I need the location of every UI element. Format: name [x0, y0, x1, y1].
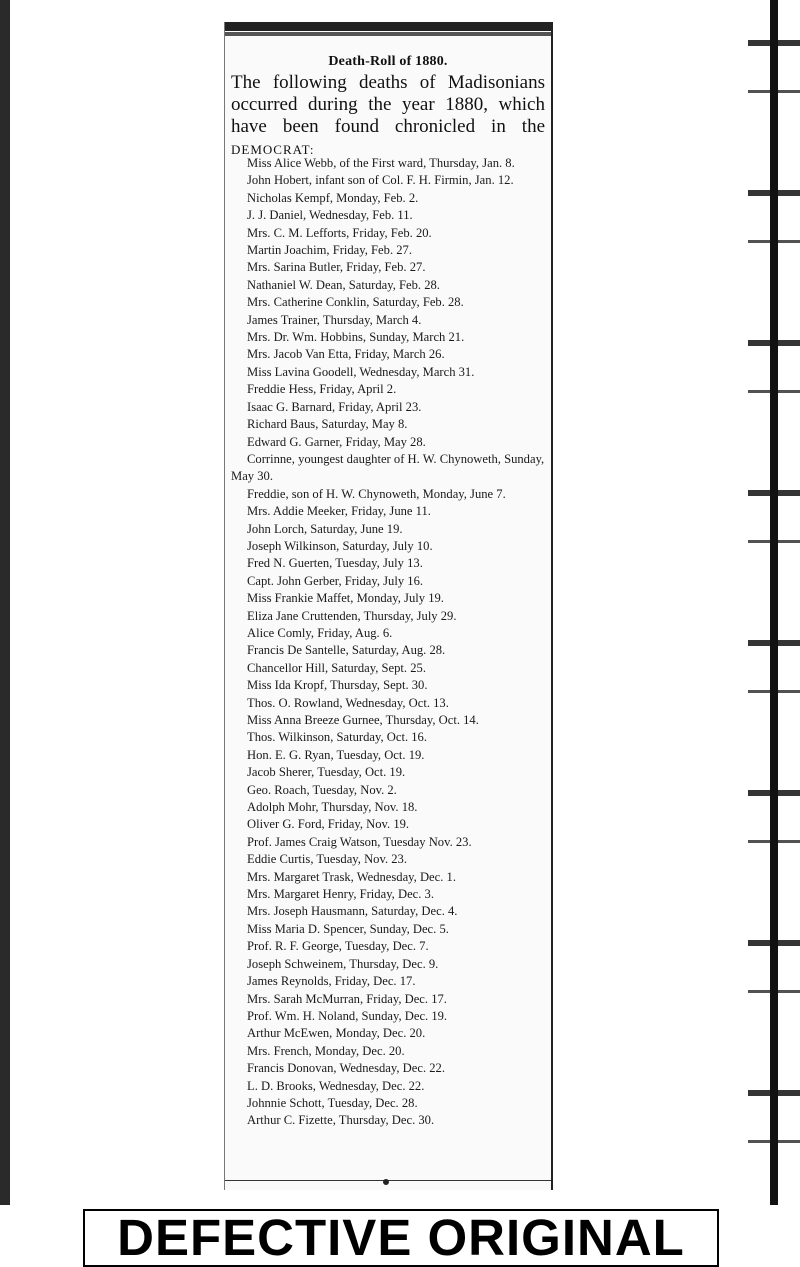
death-roll-entry: Oliver G. Ford, Friday, Nov. 19.	[247, 817, 410, 832]
death-roll-entry: Joseph Schweinem, Thursday, Dec. 9.	[247, 956, 439, 971]
death-roll-entry: Mrs. Sarah McMurran, Friday, Dec. 17.	[247, 991, 447, 1006]
death-roll-entry: Thos. O. Rowland, Wednesday, Oct. 13.	[247, 695, 449, 710]
death-roll-entry: Capt. John Gerber, Friday, July 16.	[247, 573, 424, 588]
death-roll-entry: Mrs. C. M. Lefforts, Friday, Feb. 20.	[247, 225, 432, 240]
death-roll-entry: John Hobert, infant son of Col. F. H. Firmin, Jan. 12.	[247, 173, 514, 188]
death-roll-entry: Mrs. French, Monday, Dec. 20.	[247, 1043, 405, 1058]
death-roll-entry: Francis Donovan, Wednesday, Dec. 22.	[247, 1061, 445, 1076]
death-roll-entry: Miss Alice Webb, of the First ward, Thursday, Jan. 8.	[247, 156, 515, 170]
death-roll-entry: Fred N. Guerten, Tuesday, July 13.	[247, 556, 423, 571]
death-roll-entry: Prof. James Craig Watson, Tuesday Nov. 23.	[247, 834, 472, 849]
death-roll-entry: Chancellor Hill, Saturday, Sept. 25.	[247, 660, 426, 675]
intro-text: The following deaths of Madisonians occurred during the year 1880, which have been found chronicled in the	[231, 72, 545, 137]
defective-original-banner: DEFECTIVE ORIGINAL	[83, 1209, 719, 1267]
death-roll-entry: Jacob Sherer, Tuesday, Oct. 19.	[247, 765, 406, 780]
death-roll-entry: Francis De Santelle, Saturday, Aug. 28.	[247, 643, 446, 658]
death-roll-entry: Nicholas Kempf, Monday, Feb. 2.	[247, 190, 419, 205]
death-roll-entry: Arthur C. Fizette, Thursday, Dec. 30.	[247, 1113, 435, 1128]
left-page-edge	[0, 0, 10, 1205]
death-roll-entry: Joseph Wilkinson, Saturday, July 10.	[247, 538, 433, 553]
death-roll-entry: Mrs. Dr. Wm. Hobbins, Sunday, March 21.	[247, 330, 465, 345]
headline: Death-Roll of 1880.	[328, 54, 448, 69]
death-roll-entry: Freddie, son of H. W. Chynoweth, Monday, June 7.	[247, 486, 506, 501]
death-roll-entry: Isaac G. Barnard, Friday, April 23.	[247, 399, 422, 414]
death-roll-entry: Miss Maria D. Spencer, Sunday, Dec. 5.	[247, 921, 449, 936]
death-roll-entry: Eliza Jane Cruttenden, Thursday, July 29.	[247, 608, 457, 623]
death-roll-entry: Edward G. Garner, Friday, May 28.	[247, 434, 426, 449]
death-roll-entry: Martin Joachim, Friday, Feb. 27.	[247, 243, 412, 258]
right-fold-shadow	[770, 0, 778, 1205]
death-roll-entry: Adolph Mohr, Thursday, Nov. 18.	[247, 800, 418, 815]
death-roll-entry: Mrs. Joseph Hausmann, Saturday, Dec. 4.	[247, 904, 458, 919]
death-roll-entry: Corrinne, youngest daughter of H. W. Chynoweth, Sunday, May 30.	[231, 451, 545, 484]
death-roll-entry: Hon. E. G. Ryan, Tuesday, Oct. 19.	[247, 747, 425, 762]
death-roll-entry: John Lorch, Saturday, June 19.	[247, 521, 403, 536]
death-roll-entry: Eddie Curtis, Tuesday, Nov. 23.	[247, 852, 407, 867]
intro-source: DEMOCRAT:	[231, 142, 315, 157]
death-roll-entry: Mrs. Margaret Trask, Wednesday, Dec. 1.	[247, 869, 456, 884]
death-roll-entry: Nathaniel W. Dean, Saturday, Feb. 28.	[247, 277, 440, 292]
death-roll-entry: J. J. Daniel, Wednesday, Feb. 11.	[247, 208, 413, 223]
death-roll-entry: Mrs. Margaret Henry, Friday, Dec. 3.	[247, 887, 434, 902]
death-roll-entry: Miss Anna Breeze Gurnee, Thursday, Oct. 14.	[247, 713, 479, 727]
death-roll-entry: Richard Baus, Saturday, May 8.	[247, 417, 408, 432]
intro-paragraph	[231, 72, 545, 161]
death-roll-entry: Johnnie Schott, Tuesday, Dec. 28.	[247, 1095, 418, 1110]
death-roll-entry: Thos. Wilkinson, Saturday, Oct. 16.	[247, 730, 427, 745]
death-roll-entry: L. D. Brooks, Wednesday, Dec. 22.	[247, 1078, 425, 1093]
bottom-ornament	[383, 1179, 389, 1185]
death-roll-entry: Mrs. Addie Meeker, Friday, June 11.	[247, 504, 431, 519]
death-roll-entry: Miss Ida Kropf, Thursday, Sept. 30.	[247, 678, 428, 693]
death-roll-entry: James Trainer, Thursday, March 4.	[247, 312, 422, 327]
death-roll-entry: Miss Lavina Goodell, Wednesday, March 31.	[247, 364, 475, 379]
death-roll-entry: Geo. Roach, Tuesday, Nov. 2.	[247, 782, 397, 797]
death-roll-entry: Miss Frankie Maffet, Monday, July 19.	[247, 591, 444, 606]
death-roll-entry: Mrs. Sarina Butler, Friday, Feb. 27.	[247, 260, 426, 275]
death-roll-entry: James Reynolds, Friday, Dec. 17.	[247, 974, 416, 989]
death-roll-entry: Prof. Wm. H. Noland, Sunday, Dec. 19.	[247, 1008, 448, 1023]
death-roll-entry: Mrs. Jacob Van Etta, Friday, March 26.	[247, 347, 445, 362]
death-roll-entry: Arthur McEwen, Monday, Dec. 20.	[247, 1026, 426, 1041]
newspaper-clipping	[224, 22, 553, 1190]
death-roll-list	[231, 155, 545, 1130]
death-roll-entry: Mrs. Catherine Conklin, Saturday, Feb. 28.	[247, 295, 464, 310]
death-roll-entry: Alice Comly, Friday, Aug. 6.	[247, 625, 393, 640]
death-roll-entry: Freddie Hess, Friday, April 2.	[247, 382, 397, 397]
death-roll-entry: Prof. R. F. George, Tuesday, Dec. 7.	[247, 939, 429, 954]
top-rule	[225, 22, 551, 36]
